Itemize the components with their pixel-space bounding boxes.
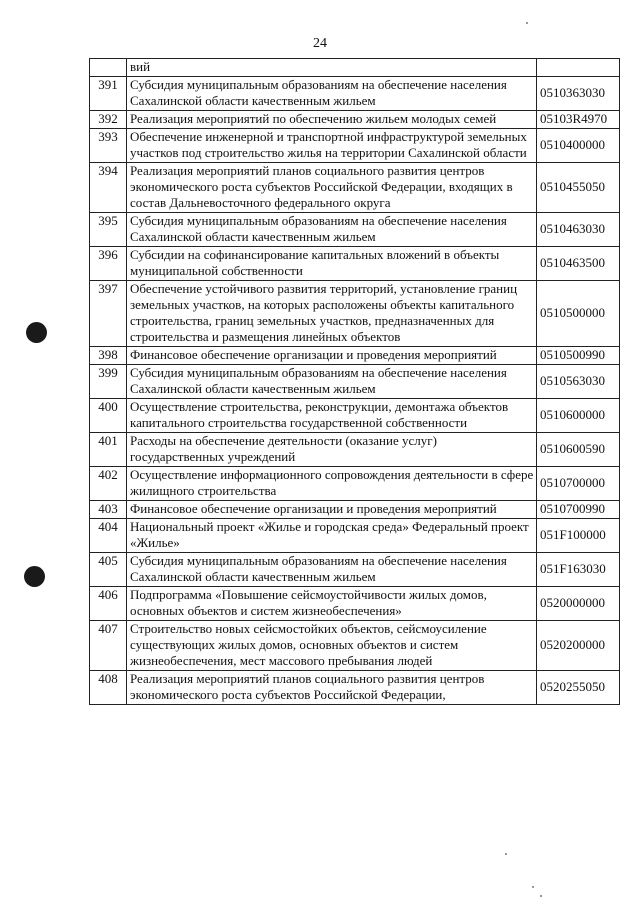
scan-speck [505,853,507,855]
table-row [90,671,620,705]
table-row [90,281,620,347]
row-number-cell: 408 [90,671,127,705]
row-number-cell: 396 [90,247,127,281]
budget-classification-table [89,58,620,705]
row-name-cell: Финансовое обеспечение организации и проведения мероприятий [127,501,537,519]
table-row-continuation [90,59,620,77]
table-body [90,59,620,705]
scan-speck [532,886,534,888]
row-name-cell: Расходы на обеспечение деятельности (оказание услуг) государственных учреждений [127,433,537,467]
row-code-cell: 0510463030 [537,213,620,247]
row-name-cell: Реализация мероприятий планов социального развития центров экономического роста субъектов Российской Федерации, [127,671,537,705]
row-number-cell: 404 [90,519,127,553]
table-row [90,467,620,501]
row-number-cell: 402 [90,467,127,501]
row-number-cell: 398 [90,347,127,365]
row-number-cell: 400 [90,399,127,433]
table-row [90,163,620,213]
row-name-cell: Осуществление строительства, реконструкции, демонтажа объектов капитального строительства государственной собственности [127,399,537,433]
row-name-cell: Субсидия муниципальным образованиям на обеспечение населения Сахалинской области качественным жильем [127,213,537,247]
row-name-cell: Финансовое обеспечение организации и проведения мероприятий [127,347,537,365]
table-row [90,587,620,621]
row-code-cell [537,59,620,77]
table-row [90,111,620,129]
table-row [90,501,620,519]
table-row [90,129,620,163]
row-code-cell: 0510463500 [537,247,620,281]
table-row [90,519,620,553]
row-name-cell: Национальный проект «Жилье и городская среда» Федеральный проект «Жилье» [127,519,537,553]
row-number-cell: 395 [90,213,127,247]
row-code-cell: 0510700990 [537,501,620,519]
row-number-cell: 406 [90,587,127,621]
table-row [90,553,620,587]
row-code-cell: 0510600590 [537,433,620,467]
row-code-cell: 0510455050 [537,163,620,213]
row-name-cell: вий [127,59,537,77]
row-number-cell: 403 [90,501,127,519]
row-code-cell: 0510700000 [537,467,620,501]
row-name-cell: Реализация мероприятий по обеспечению жильем молодых семей [127,111,537,129]
row-code-cell: 05103R4970 [537,111,620,129]
row-name-cell: Осуществление информационного сопровождения деятельности в сфере жилищного строительства [127,467,537,501]
table-row [90,433,620,467]
row-name-cell: Субсидия муниципальным образованиям на обеспечение населения Сахалинской области качественным жильем [127,365,537,399]
row-code-cell: 0520000000 [537,587,620,621]
row-code-cell: 0510563030 [537,365,620,399]
table-row [90,621,620,671]
row-number-cell: 405 [90,553,127,587]
row-number-cell: 394 [90,163,127,213]
row-number-cell: 399 [90,365,127,399]
row-number-cell: 393 [90,129,127,163]
row-number-cell: 401 [90,433,127,467]
page-number: 24 [313,36,327,51]
row-code-cell: 0520255050 [537,671,620,705]
row-code-cell: 0510500000 [537,281,620,347]
punch-hole [24,566,45,587]
table-row [90,77,620,111]
row-code-cell: 0510400000 [537,129,620,163]
scan-speck [540,895,542,897]
row-number-cell: 397 [90,281,127,347]
row-code-cell: 0520200000 [537,621,620,671]
table-row [90,399,620,433]
row-name-cell: Реализация мероприятий планов социального развития центров экономического роста субъектов Российской Федерации, входящих в состав Дальневосточного федерального округа [127,163,537,213]
row-name-cell: Субсидии на софинансирование капитальных вложений в объекты муниципальной собственности [127,247,537,281]
row-number-cell [90,59,127,77]
row-code-cell: 0510363030 [537,77,620,111]
scan-speck [526,22,528,24]
row-code-cell: 051F100000 [537,519,620,553]
table-row [90,347,620,365]
row-code-cell: 0510600000 [537,399,620,433]
punch-hole [26,322,47,343]
table-row [90,213,620,247]
row-name-cell: Обеспечение устойчивого развития территорий, установление границ земельных участков, на которых расположены объекты капитального строительства, границ земельных участков, предназначенных для строительства и размещения линейных объектов [127,281,537,347]
row-name-cell: Субсидия муниципальным образованиям на обеспечение населения Сахалинской области качественным жильем [127,553,537,587]
row-name-cell: Обеспечение инженерной и транспортной инфраструктурой земельных участков под строительство жилья на территории Сахалинской области [127,129,537,163]
table-row [90,247,620,281]
row-code-cell: 051F163030 [537,553,620,587]
row-name-cell: Субсидия муниципальным образованиям на обеспечение населения Сахалинской области качественным жильем [127,77,537,111]
row-number-cell: 391 [90,77,127,111]
row-code-cell: 0510500990 [537,347,620,365]
row-number-cell: 392 [90,111,127,129]
row-name-cell: Строительство новых сейсмостойких объектов, сейсмоусиление существующих жилых домов, основных объектов и систем жизнеобеспечения, мест массового пребывания людей [127,621,537,671]
row-name-cell: Подпрограмма «Повышение сейсмоустойчивости жилых домов, основных объектов и систем жизнеобеспечения» [127,587,537,621]
row-number-cell: 407 [90,621,127,671]
table-row [90,365,620,399]
